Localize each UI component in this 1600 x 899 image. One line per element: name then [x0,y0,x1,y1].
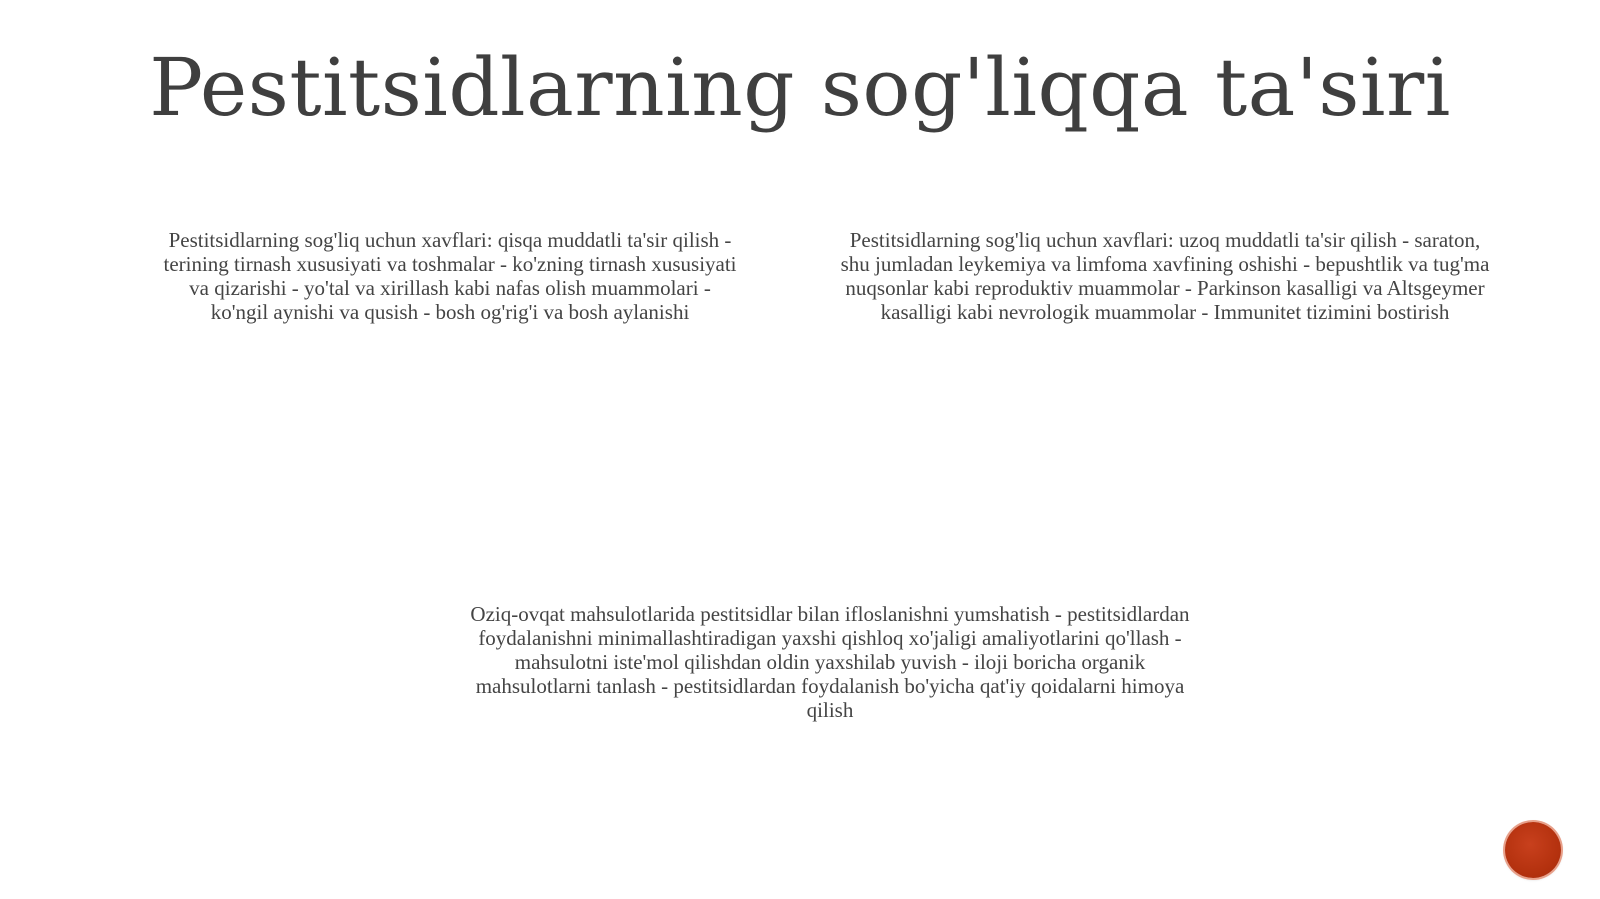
long-term-risks-text: Pestitsidlarning sog'liq uchun xavflari: uzoq muddatli ta'sir qilish - saraton, shu jumladan leykemiya va limfoma xavfining oshishi - bepushtlik va tug'ma nuqsonlar kabi reproduktiv muammolar - Parkinson kasalligi va Altsgeymer kasalligi kabi nevrologik muammolar - Immunitet tizimini bostirish [840,228,1490,324]
circle-nav-icon[interactable] [1505,822,1561,878]
short-term-risks-text: Pestitsidlarning sog'liq uchun xavflari: qisqa muddatli ta'sir qilish - terining tirnash xususiyati va toshmalar - ko'zning tirnash xususiyati va qizarishi - yo'tal va xirillash kabi nafas olish muammolari - ko'ngil aynishi va qusish - bosh og'rig'i va bosh aylanishi [163,228,737,324]
slide-title: Pestitsidlarning sog'liqqa ta'siri [149,41,1451,134]
mitigation-text: Oziq-ovqat mahsulotlarida pestitsidlar bilan ifloslanishni yumshatish - pestitsidlardan foydalanishni minimallashtiradigan yaxshi qishloq xo'jaligi amaliyotlarini qo'llash - mahsulotni iste'mol qilishdan oldin yaxshilab yuvish - iloji boricha organik mahsulotlarni tanlash - pestitsidlardan foydalanish bo'yicha qat'iy qoidalarni himoya qilish [470,602,1190,722]
